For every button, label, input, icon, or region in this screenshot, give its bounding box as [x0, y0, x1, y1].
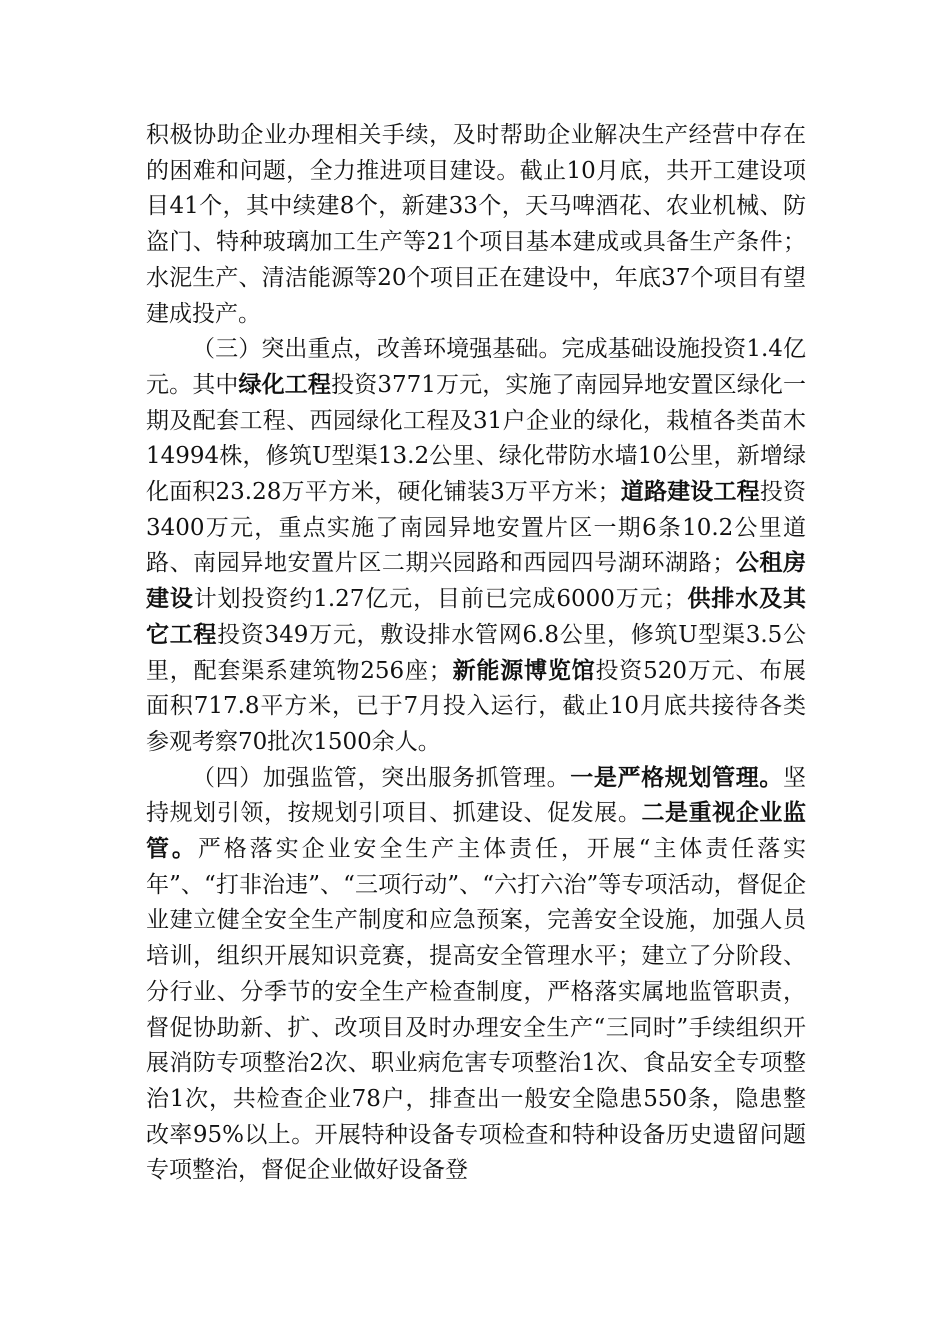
paragraph-supervision	[146, 761, 806, 1189]
section-3-heading-text: （三）突出重点，改善环境强基础。完成基础设施投资1.4亿元。其中	[146, 336, 806, 398]
road-details: 投资3400万元，重点实施了南园异地安置片区一期6条10.2公里道路、南园异地安置片区二期兴园路和西园四号湖环湖路；	[146, 479, 807, 577]
paragraph-project-construction	[146, 118, 806, 332]
keyword-greening-project: 绿化工程	[238, 371, 332, 398]
paragraph-infrastructure	[146, 332, 806, 760]
housing-details: 计划投资约1.27亿元，目前已完成6000万元；	[193, 586, 687, 613]
paragraph-text: 积极协助企业办理相关手续，及时帮助企业解决生产经营中存在的困难和问题，全力推进项目建设。截止10月底，共开工建设项目41个，其中续建8个，新建33个，天马啤酒花、农业机械、防盗门、特种玻璃加工生产等21个项目基本建成或具备生产条件；水泥生产、清洁能源等20个项目正在建设中，年底37个项目有望建成投产。	[146, 122, 806, 327]
water-details: 投资349万元，敷设排水管网6.8公里，修筑U型渠3.5公里，配套渠系建筑物256座；	[146, 621, 806, 684]
keyword-planning-management: 一是严格规划管理。	[570, 764, 784, 791]
keyword-energy-museum: 新能源博览馆	[451, 657, 596, 684]
document-body	[146, 118, 806, 1189]
supervision-details: 严格落实企业安全生产主体责任，开展“主体责任落实年”、“打非治违”、“三项行动”、“六打六治”等专项活动，督促企业建立健全安全生产制度和应急预案，完善安全设施，加强人员培训，组织开展知识竞赛，提高安全管理水平；建立了分阶段、分行业、分季节的安全生产检查制度，严格落实属地监管职责，督促协助新、扩、改项目及时办理安全生产“三同时”手续组织开展消防专项整治2次、职业病危害专项整治1次、食品安全专项整治1次，共检查企业78户，排查出一般安全隐患550条，隐患整改率95%以上。开展特种设备专项检查和特种设备历史遗留问题专项整治，督促企业做好设备登	[146, 836, 806, 1184]
keyword-water-supply: 供排水及其它工程	[146, 586, 807, 648]
planning-details: 坚持规划引领，按规划引项目、抓建设、促发展。	[146, 764, 807, 827]
greening-details: 投资3771万元，实施了南园异地安置区绿化一期及配套工程、西园绿化工程及31户企业的绿化，栽植各类苗木14994株，修筑U型渠13.2公里、绿化带防水墙10公里，新增绿化面积23.28万平方米，硬化铺装3万平方米；	[146, 371, 806, 506]
keyword-road-project: 道路建设工程	[620, 479, 760, 506]
museum-details: 投资520万元、布展面积717.8平方米，已于7月投入运行，截止10月底共接待各类参观考察70批次1500余人。	[146, 657, 807, 755]
keyword-enterprise-supervision: 二是重视企业监管。	[146, 800, 807, 863]
section-4-heading-text: （四）加强监管，突出服务抓管理。	[192, 764, 571, 791]
keyword-public-housing: 公租房建设	[146, 550, 807, 613]
